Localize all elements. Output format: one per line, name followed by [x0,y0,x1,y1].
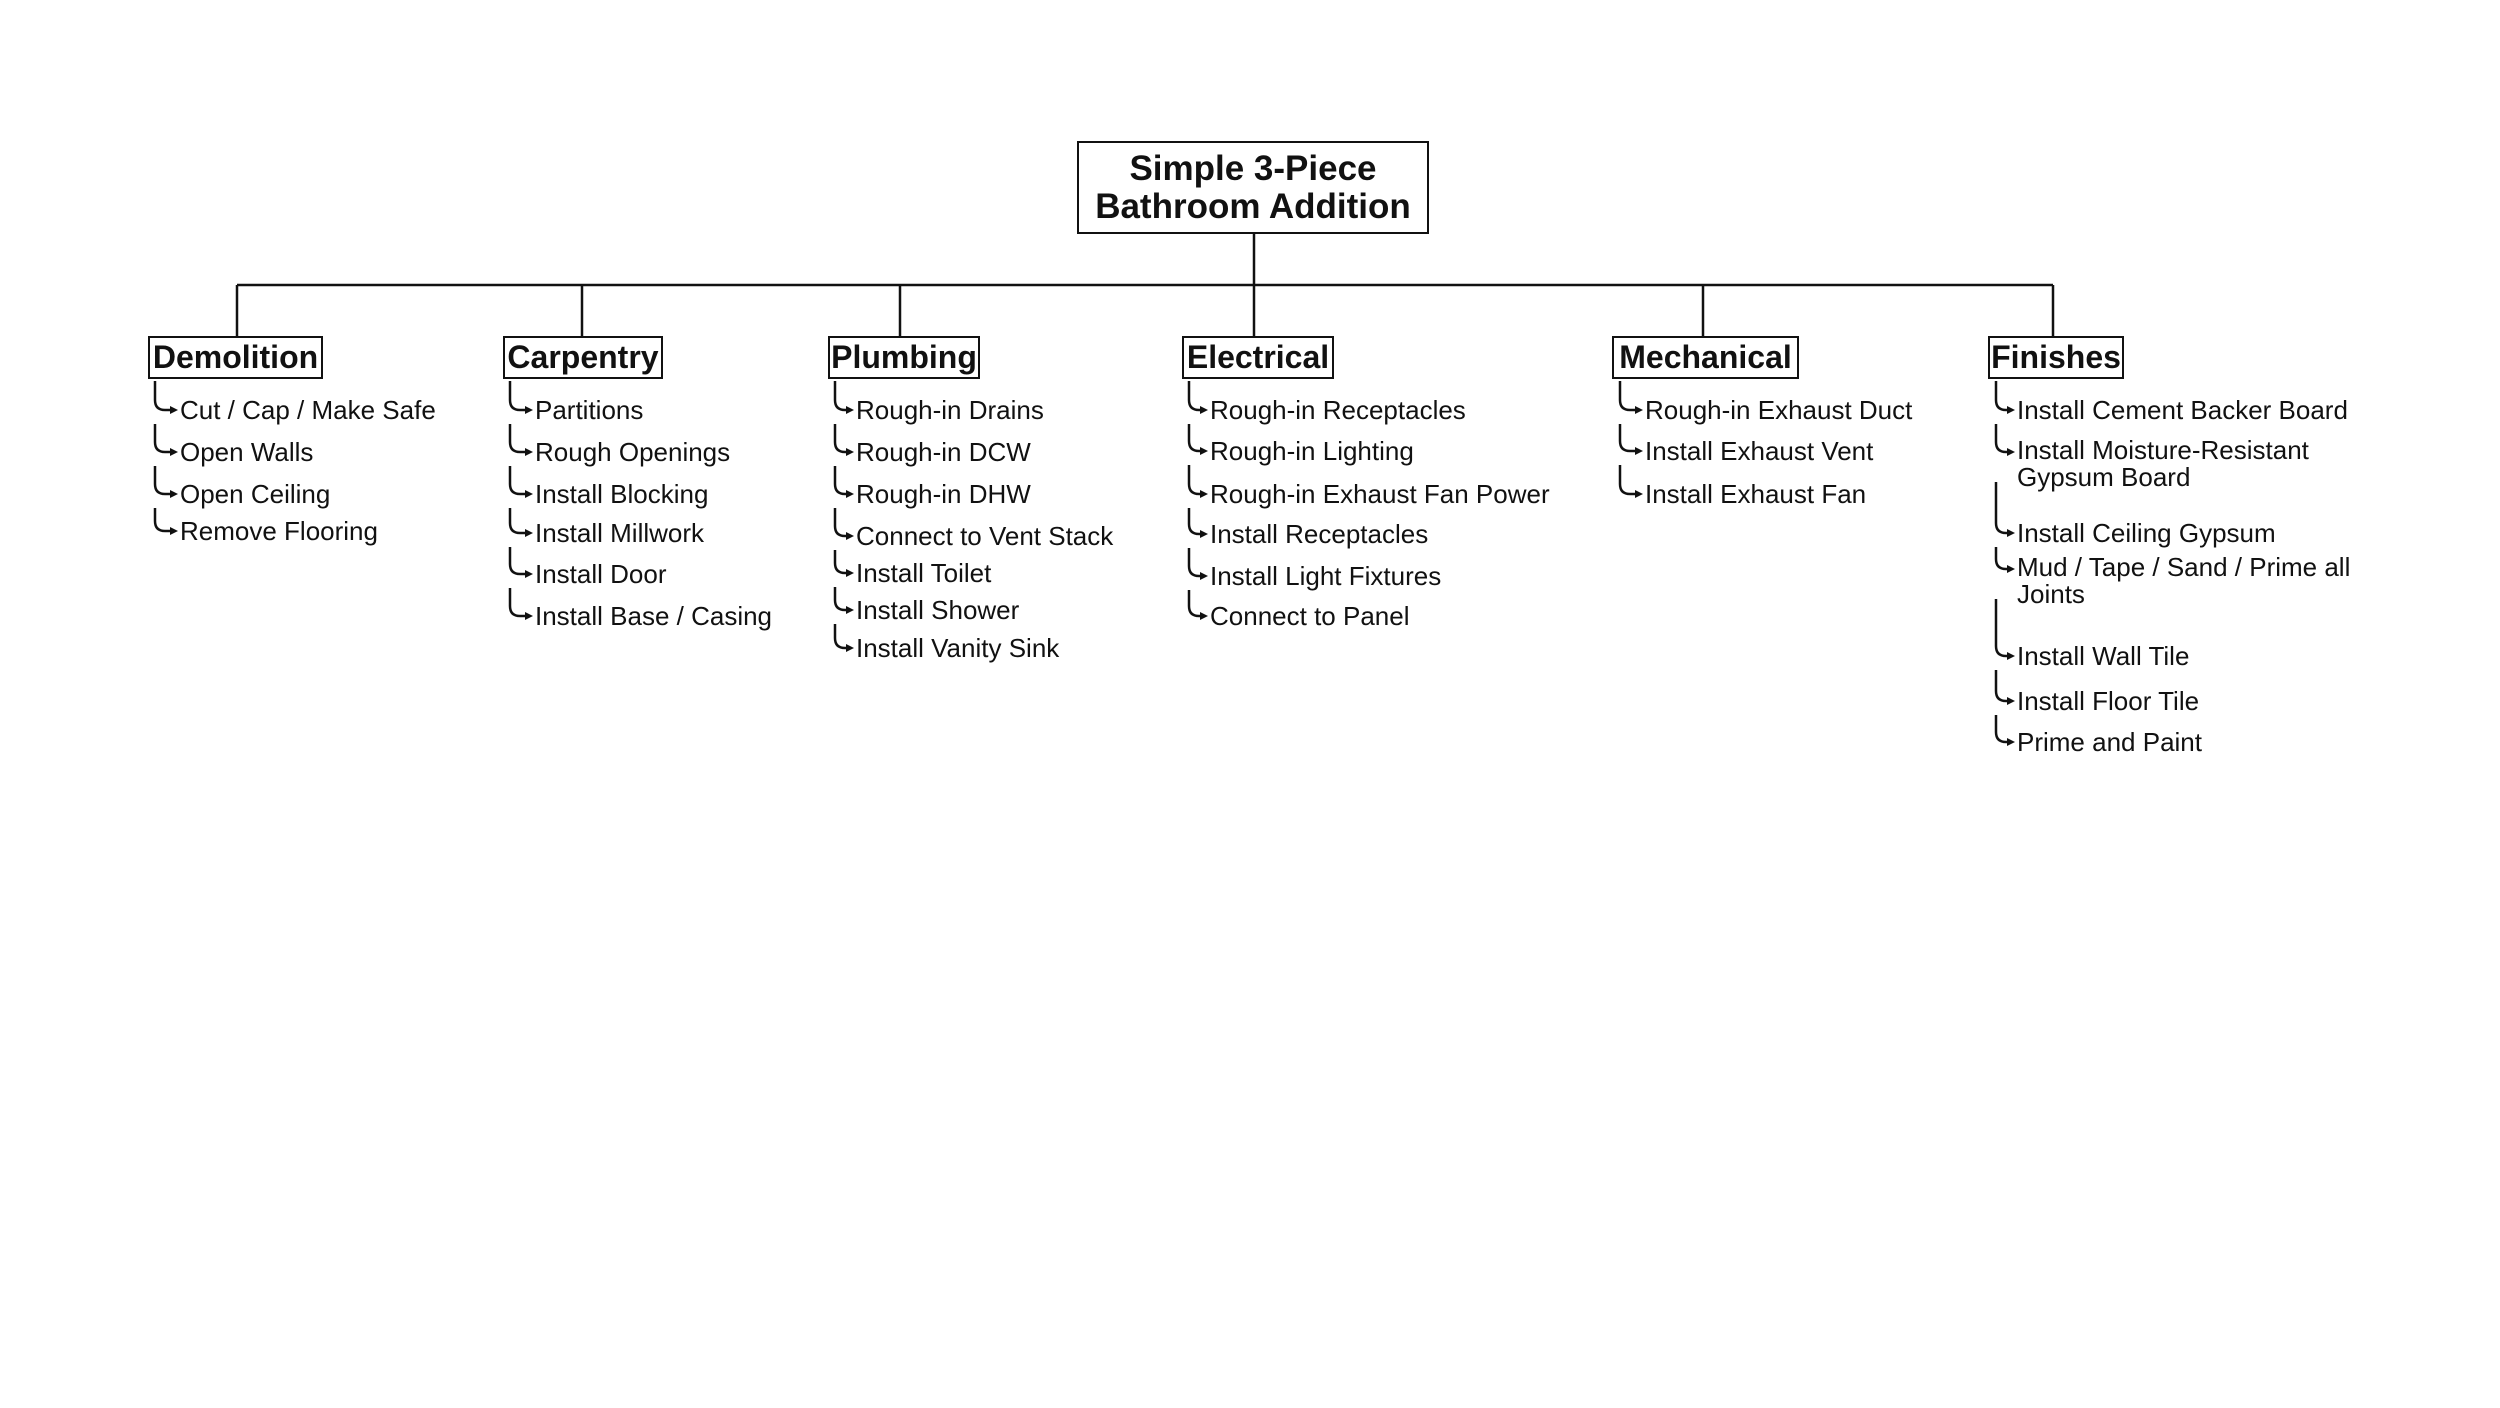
arrowhead [525,570,533,578]
root-title-line-2: Bathroom Addition [1095,186,1411,226]
root-title-line-1: Simple 3-Piece [1129,148,1377,188]
task-item: Install Moisture-Resistant Gypsum Board [2017,435,2309,492]
task-item: Remove Flooring [180,516,378,546]
category-label: Carpentry [507,339,659,375]
task-connector [1996,424,2010,452]
task-item: Partitions [535,395,644,425]
task-item: Install Door [535,559,667,589]
arrowhead [846,644,854,652]
task-item: Install Exhaust Fan [1645,479,1867,509]
task-connector [1189,590,1203,616]
arrowhead [2007,448,2015,456]
task-item: Connect to Vent Stack [856,521,1114,551]
task-connector [1996,381,2010,410]
arrowhead [1635,490,1643,498]
task-item: Open Walls [180,437,314,467]
task-connector [1620,465,1638,494]
task-connector [835,424,849,452]
task-item: Rough-in Receptacles [1210,395,1466,425]
arrowhead [846,532,854,540]
arrowhead [525,529,533,537]
category-electrical [1182,336,1334,379]
arrowhead [846,490,854,498]
task-connector [835,466,849,494]
arrowhead [1200,572,1208,580]
category-label: Demolition [152,339,319,375]
task-connector [510,424,528,452]
task-connector [1620,424,1638,451]
task-connector [835,508,849,536]
arrowhead [2007,738,2015,746]
task-item: Install Millwork [535,518,705,548]
task-item: Rough Openings [535,437,731,467]
arrowhead [2007,565,2015,573]
arrowhead [1635,406,1643,414]
task-item: Install Exhaust Vent [1645,436,1874,466]
arrowhead [846,569,854,577]
category-mechanical [1612,336,1799,379]
arrowhead [1200,447,1208,455]
arrowhead [1635,447,1643,455]
arrowhead [170,448,178,456]
task-item: Install Toilet [856,558,992,588]
task-item: Install Light Fixtures [1210,561,1442,591]
task-connector [1189,508,1203,534]
task-item: Rough-in Drains [856,395,1044,425]
task-connector [510,466,528,494]
category-label: Plumbing [831,339,977,375]
category-plumbing [828,336,980,379]
task-item: Rough-in DHW [856,479,1031,509]
task-item: Install Ceiling Gypsum [2017,518,2276,548]
task-item: Rough-in Lighting [1210,436,1414,466]
task-connector [1996,670,2010,701]
arrowhead [170,527,178,535]
category-label: Mechanical [1619,339,1792,375]
arrowhead [525,612,533,620]
task-item: Install Base / Casing [535,601,773,631]
task-connector [155,466,173,494]
category-demolition [148,336,323,379]
task-connector [1996,715,2010,742]
arrowhead [846,406,854,414]
task-connector [510,588,528,616]
task-connector [155,381,173,410]
task-item: Install Receptacles [1210,519,1429,549]
arrowhead [1200,530,1208,538]
task-item: Cut / Cap / Make Safe [180,395,436,425]
task-item: Open Ceiling [180,479,331,509]
arrowhead [525,406,533,414]
task-connector [1996,599,2010,656]
arrowhead [846,448,854,456]
arrowhead [1200,490,1208,498]
task-connector [1189,424,1203,451]
task-connector [835,624,849,648]
category-carpentry [503,336,663,379]
category-label: Finishes [1991,339,2121,375]
arrowhead [1200,612,1208,620]
task-item: Install Shower [856,595,1020,625]
task-item: Prime and Paint [2017,727,2202,757]
task-item: Rough-in Exhaust Fan Power [1210,479,1550,509]
arrowhead [525,490,533,498]
arrowhead [170,406,178,414]
task-connector [1996,482,2010,533]
arrowhead [2007,529,2015,537]
task-item: Mud / Tape / Sand / Prime all Joints [2017,552,2351,609]
task-item: Rough-in Exhaust Duct [1645,395,1913,425]
task-item: Rough-in DCW [856,437,1031,467]
task-item: Install Vanity Sink [856,633,1060,663]
task-connector [510,547,528,574]
category-finishes [1988,336,2124,379]
arrowhead [1200,406,1208,414]
task-item: Install Blocking [535,479,709,509]
arrowhead [2007,697,2015,705]
task-item: Install Floor Tile [2017,686,2200,716]
arrowhead [525,448,533,456]
task-connector [1620,381,1638,410]
arrowhead [846,606,854,614]
task-item: Install Cement Backer Board [2017,395,2348,425]
task-connector [510,381,528,410]
task-connector [835,381,849,410]
task-item: Connect to Panel [1210,601,1410,631]
arrowhead [2007,406,2015,414]
category-label: Electrical [1186,339,1330,375]
task-connector [1189,548,1203,576]
task-connector [155,424,173,452]
arrowhead [170,490,178,498]
task-connector [1189,381,1203,410]
task-item: Install Wall Tile [2017,641,2190,671]
arrowhead [2007,652,2015,660]
task-connector [1189,465,1203,494]
root-node [1077,141,1429,234]
